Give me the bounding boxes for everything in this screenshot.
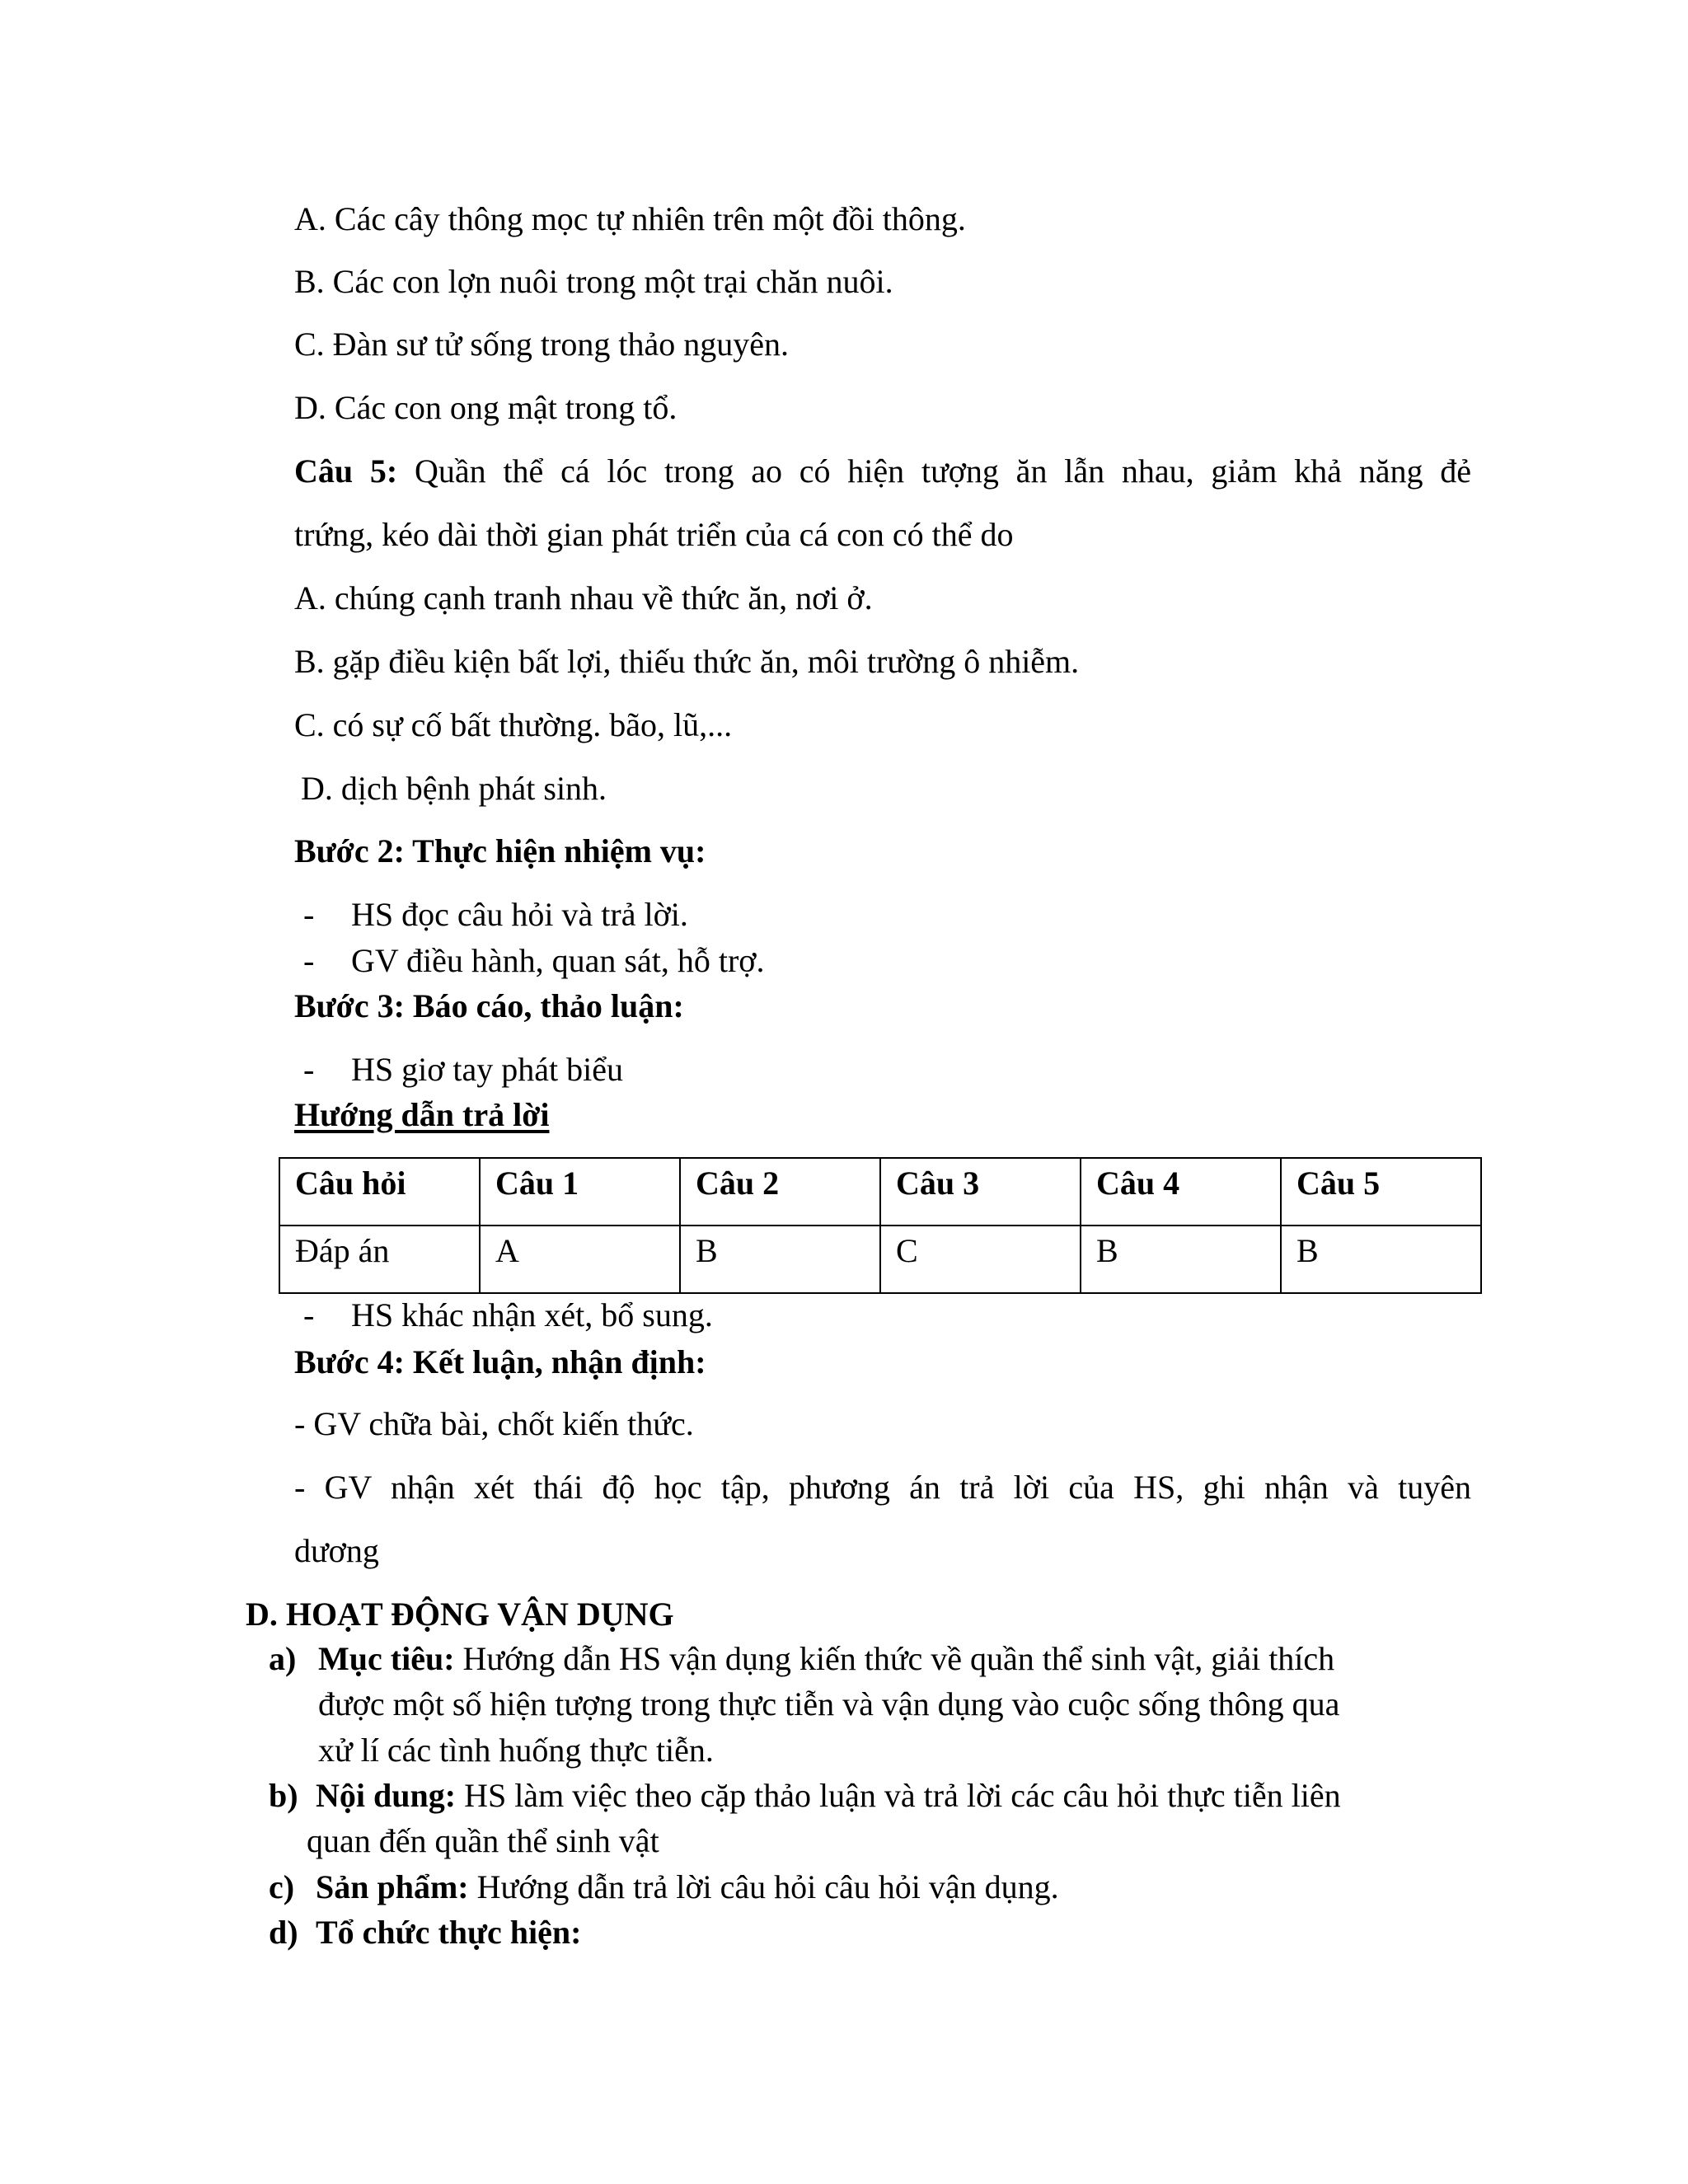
question-5-line2: trứng, kéo dài thời gian phát triển của cá con có thể do [294, 516, 1014, 553]
section-d-c-line1: Sản phẩm: Hướng dẫn trả lời câu hỏi câu hỏi vận dụng. [316, 1868, 1059, 1905]
step-4-line-2: - GV nhận xét thái độ học tập, phương án trả lời của HS, ghi nhận và tuyên [294, 1469, 1471, 1506]
bullet-dash: - [303, 896, 315, 933]
section-d-b-line1: Nội dung: HS làm việc theo cặp thảo luận và trả lời các câu hỏi thực tiễn liên [316, 1777, 1341, 1814]
table-cell: A [480, 1226, 680, 1293]
table-row [279, 1226, 1481, 1293]
step-2-item-2: GV điều hành, quan sát, hỗ trợ. [351, 942, 765, 979]
q5-option-a: A. chúng cạnh tranh nhau về thức ăn, nơi ở. [294, 579, 873, 616]
bullet-dash: - [303, 942, 315, 979]
table-header-cell: Câu 4 [1081, 1158, 1281, 1226]
step-3-item-1: HS giơ tay phát biểu [351, 1051, 623, 1088]
section-d-d-line1: Tổ chức thực hiện: [316, 1914, 582, 1951]
table-header-cell: Câu 3 [880, 1158, 1081, 1226]
table-header-cell: Câu 5 [1281, 1158, 1481, 1226]
question-5-text: Quần thể cá lóc trong ao có hiện tượng ăn lẫn nhau, giảm khả năng đẻ [397, 452, 1471, 490]
table-header-cell: Câu 1 [480, 1158, 680, 1226]
section-d-a-line2: được một số hiện tượng trong thực tiễn và vận dụng vào cuộc sống thông qua [318, 1685, 1340, 1722]
table-cell: Đáp án [279, 1226, 480, 1293]
option-a: A. Các cây thông mọc tự nhiên trên một đồi thông. [294, 200, 966, 237]
q5-option-c: C. có sự cố bất thường. bão, lũ,... [294, 706, 733, 743]
table-header-row [279, 1158, 1481, 1226]
step-2-item-1: HS đọc câu hỏi và trả lời. [351, 896, 688, 933]
b-label: Nội dung: [316, 1777, 457, 1814]
step-4-line-1: - GV chữa bài, chốt kiến thức. [294, 1405, 694, 1442]
answer-table [279, 1157, 1482, 1294]
question-5-label: Câu 5: [294, 452, 398, 490]
table-header-cell: Câu hỏi [279, 1158, 480, 1226]
bullet-dash: - [303, 1296, 315, 1333]
section-d-b-line2: quan đến quần thể sinh vật [307, 1822, 659, 1859]
table-cell: B [1081, 1226, 1281, 1293]
section-d-a-line1: Mục tiêu: Hướng dẫn HS vận dụng kiến thức về quần thể sinh vật, giải thích [318, 1640, 1335, 1677]
step-4-heading: Bước 4: Kết luận, nhận định: [294, 1343, 706, 1380]
table-cell: B [680, 1226, 880, 1293]
after-table-item: HS khác nhận xét, bổ sung. [351, 1296, 713, 1333]
option-c: C. Đàn sư tử sống trong thảo nguyên. [294, 326, 789, 363]
a-label: Mục tiêu: [318, 1640, 455, 1677]
q5-option-b: B. gặp điều kiện bất lợi, thiếu thức ăn, môi trường ô nhiễm. [294, 643, 1080, 680]
table-cell: C [880, 1226, 1081, 1293]
step-2-heading: Bước 2: Thực hiện nhiệm vụ: [294, 832, 706, 869]
item-marker-b: b) [269, 1777, 298, 1814]
option-d: D. Các con ong mật trong tổ. [294, 389, 678, 426]
section-d-title: D. HOẠT ĐỘNG VẬN DỤNG [246, 1596, 674, 1633]
step-3-heading: Bước 3: Báo cáo, thảo luận: [294, 987, 684, 1024]
table-cell: B [1281, 1226, 1481, 1293]
item-marker-c: c) [269, 1868, 295, 1905]
q5-option-d: D. dịch bệnh phát sinh. [301, 770, 607, 807]
bullet-dash: - [303, 1051, 315, 1088]
question-5-line1 [294, 452, 1471, 490]
item-marker-d: d) [269, 1914, 298, 1951]
answer-guide-heading: Hướng dẫn trả lời [294, 1096, 550, 1133]
c-label: Sản phẩm: [316, 1868, 469, 1905]
table-header-cell: Câu 2 [680, 1158, 880, 1226]
item-marker-a: a) [269, 1640, 297, 1677]
section-d-a-line3: xử lí các tình huống thực tiễn. [318, 1732, 714, 1769]
option-b: B. Các con lợn nuôi trong một trại chăn nuôi. [294, 263, 893, 300]
step-4-line-3: dương [294, 1532, 379, 1569]
